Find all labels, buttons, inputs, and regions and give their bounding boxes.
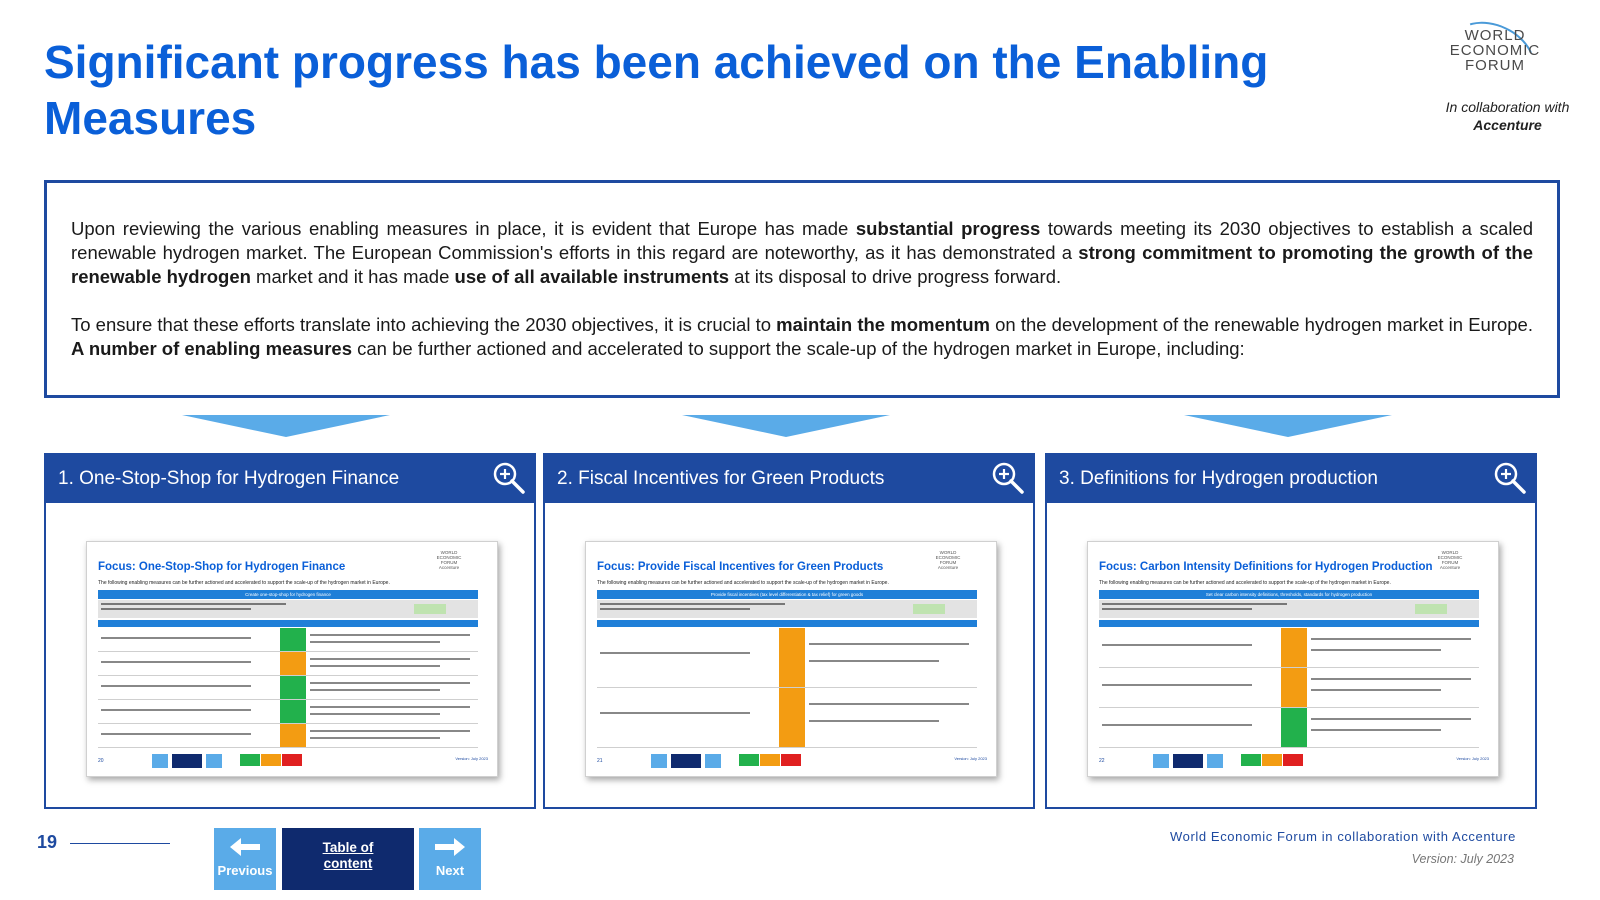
thumb-logo: WORLD ECONOMIC FORUM Accenture	[436, 550, 462, 570]
status-cell	[280, 724, 306, 747]
thumb-description	[597, 600, 977, 618]
slide-thumbnail[interactable]	[1087, 541, 1499, 777]
measure-card-2[interactable]	[543, 453, 1035, 809]
thumb-table-header	[597, 620, 977, 627]
thumb-table-row	[98, 724, 478, 748]
thumb-prev	[152, 754, 168, 768]
page-title: Significant progress has been achieved on the Enabling Measures	[44, 36, 1269, 144]
thumb-key-green	[240, 754, 260, 766]
status-cell	[1281, 628, 1307, 667]
thumb-bar: Create one-stop-shop for hydrogen finance	[98, 590, 478, 599]
thumb-subtitle: The following enabling measures can be further actioned and accelerated to support the scale-up of the hydrogen market in Europe.	[98, 580, 390, 586]
thumb-footer	[1099, 754, 1489, 770]
thumb-title: Focus: Provide Fiscal Incentives for Green Products	[597, 561, 884, 573]
thumb-subtitle: The following enabling measures can be further actioned and accelerated to support the scale-up of the hydrogen market in Europe.	[1099, 580, 1391, 586]
thumb-table-row	[1099, 708, 1479, 748]
thumb-description	[1099, 600, 1479, 618]
wef-logo	[1440, 28, 1550, 73]
thumb-toc	[172, 754, 202, 768]
logo-line-1: WORLD	[1464, 27, 1526, 44]
status-cell	[779, 688, 805, 747]
thumb-table-row	[597, 688, 977, 748]
previous-button[interactable]	[214, 828, 276, 890]
footer-version: Version: July 2023	[1411, 852, 1514, 866]
card-heading[interactable]	[545, 455, 1033, 503]
thumb-next	[1207, 754, 1223, 768]
slide-thumbnail[interactable]	[86, 541, 498, 777]
thumb-table-row	[98, 676, 478, 700]
thumb-key-red	[781, 754, 801, 766]
collaboration-note	[1420, 98, 1595, 134]
thumb-key-green	[739, 754, 759, 766]
table-of-content-button[interactable]	[282, 828, 414, 890]
thumb-table-row	[1099, 668, 1479, 708]
logo-line-2: ECONOMIC	[1449, 42, 1541, 59]
thumb-next	[206, 754, 222, 768]
status-cell	[280, 700, 306, 723]
intro-box	[44, 180, 1560, 398]
card-heading-label: 2. Fiscal Incentives for Green Products	[557, 468, 885, 489]
arrow-right-icon	[435, 836, 465, 858]
thumb-description	[98, 600, 478, 618]
thumb-next	[705, 754, 721, 768]
footer-credit: World Economic Forum in collaboration with Accenture	[1170, 829, 1516, 844]
thumb-table-row	[1099, 628, 1479, 668]
logo-line-3: FORUM	[1465, 57, 1525, 74]
thumb-logo: WORLD ECONOMIC FORUM Accenture	[935, 550, 961, 570]
thumb-toc	[671, 754, 701, 768]
thumb-key-amber	[760, 754, 780, 766]
thumb-version: Version: July 2023	[1456, 756, 1489, 761]
thumb-prev	[1153, 754, 1169, 768]
slide-thumbnail[interactable]	[585, 541, 997, 777]
thumb-footer	[597, 754, 987, 770]
status-cell	[280, 676, 306, 699]
status-cell	[280, 652, 306, 675]
thumb-subtitle: The following enabling measures can be further actioned and accelerated to support the scale-up of the hydrogen market in Europe.	[597, 580, 889, 586]
measure-card-3[interactable]	[1045, 453, 1537, 809]
intro-paragraph-2: To ensure that these efforts translate into achieving the 2030 objectives, it is crucial to maintain the momentum on the development of the renewable hydrogen market in Europe. A number of enabling measures can be further actioned and accelerated to support the scale-up of the hydrogen market in Europe, including:	[71, 314, 1533, 359]
down-arrow-3	[1184, 415, 1392, 437]
thumb-table-row	[98, 628, 478, 652]
card-heading[interactable]	[1047, 455, 1535, 503]
thumb-table-row	[98, 700, 478, 724]
thumb-key-amber	[261, 754, 281, 766]
thumb-table-header	[98, 620, 478, 627]
thumb-toc	[1173, 754, 1203, 768]
thumb-title: Focus: Carbon Intensity Definitions for Hydrogen Production	[1099, 561, 1433, 573]
zoom-in-icon[interactable]	[1493, 461, 1527, 495]
status-cell	[280, 628, 306, 651]
thumb-table-row	[98, 652, 478, 676]
thumb-prev	[651, 754, 667, 768]
status-cell	[1281, 708, 1307, 747]
thumb-key-amber	[1262, 754, 1282, 766]
thumb-version: Version: July 2023	[455, 756, 488, 761]
previous-label: Previous	[217, 863, 273, 878]
down-arrow-1	[182, 415, 390, 437]
thumb-page-number: 20	[98, 758, 104, 764]
thumb-key-red	[1283, 754, 1303, 766]
intro-paragraph-1: Upon reviewing the various enabling measures in place, it is evident that Europe has made substantial progress towards meeting its 2030 objectives to establish a scaled renewable hydrogen market. The European Commission's efforts in this regard are noteworthy, as it has demonstrated a strong commitment to promoting the growth of the renewable hydrogen market and it has made use of all available instruments at its disposal to drive progress forward.	[71, 218, 1534, 287]
thumb-key-green	[1241, 754, 1261, 766]
arrow-left-icon	[230, 836, 260, 858]
thumb-bar: Set clear carbon intensity definitions, thresholds, standards for hydrogen production	[1099, 590, 1479, 599]
card-heading[interactable]	[46, 455, 534, 503]
thumb-page-number: 21	[597, 758, 603, 764]
status-cell	[1281, 668, 1307, 707]
thumb-key-red	[282, 754, 302, 766]
thumb-table-header	[1099, 620, 1479, 627]
thumb-bar: Provide fiscal incentives (tax level differentiation & tax relief) for green goods	[597, 590, 977, 599]
thumb-logo: WORLD ECONOMIC FORUM Accenture	[1437, 550, 1463, 570]
next-button[interactable]	[419, 828, 481, 890]
card-heading-label: 1. One-Stop-Shop for Hydrogen Finance	[58, 468, 400, 489]
thumb-table-row	[597, 628, 977, 688]
toc-label-line-2: content	[323, 856, 373, 871]
page-number-rule	[70, 843, 170, 844]
thumb-footer	[98, 754, 488, 770]
zoom-in-icon[interactable]	[492, 461, 526, 495]
page-number: 19	[37, 832, 58, 852]
card-heading-label: 3. Definitions for Hydrogen production	[1059, 468, 1378, 489]
thumb-page-number: 22	[1099, 758, 1105, 764]
zoom-in-icon[interactable]	[991, 461, 1025, 495]
thumb-version: Version: July 2023	[954, 756, 987, 761]
next-label: Next	[435, 863, 465, 878]
measure-card-1[interactable]	[44, 453, 536, 809]
collab-prefix: In collaboration with	[1445, 99, 1570, 115]
toc-label-line-1: Table of	[322, 840, 374, 855]
status-cell	[779, 628, 805, 687]
down-arrow-2	[682, 415, 890, 437]
collab-partner: Accenture	[1473, 117, 1542, 133]
thumb-title: Focus: One-Stop-Shop for Hydrogen Finance	[98, 561, 346, 573]
